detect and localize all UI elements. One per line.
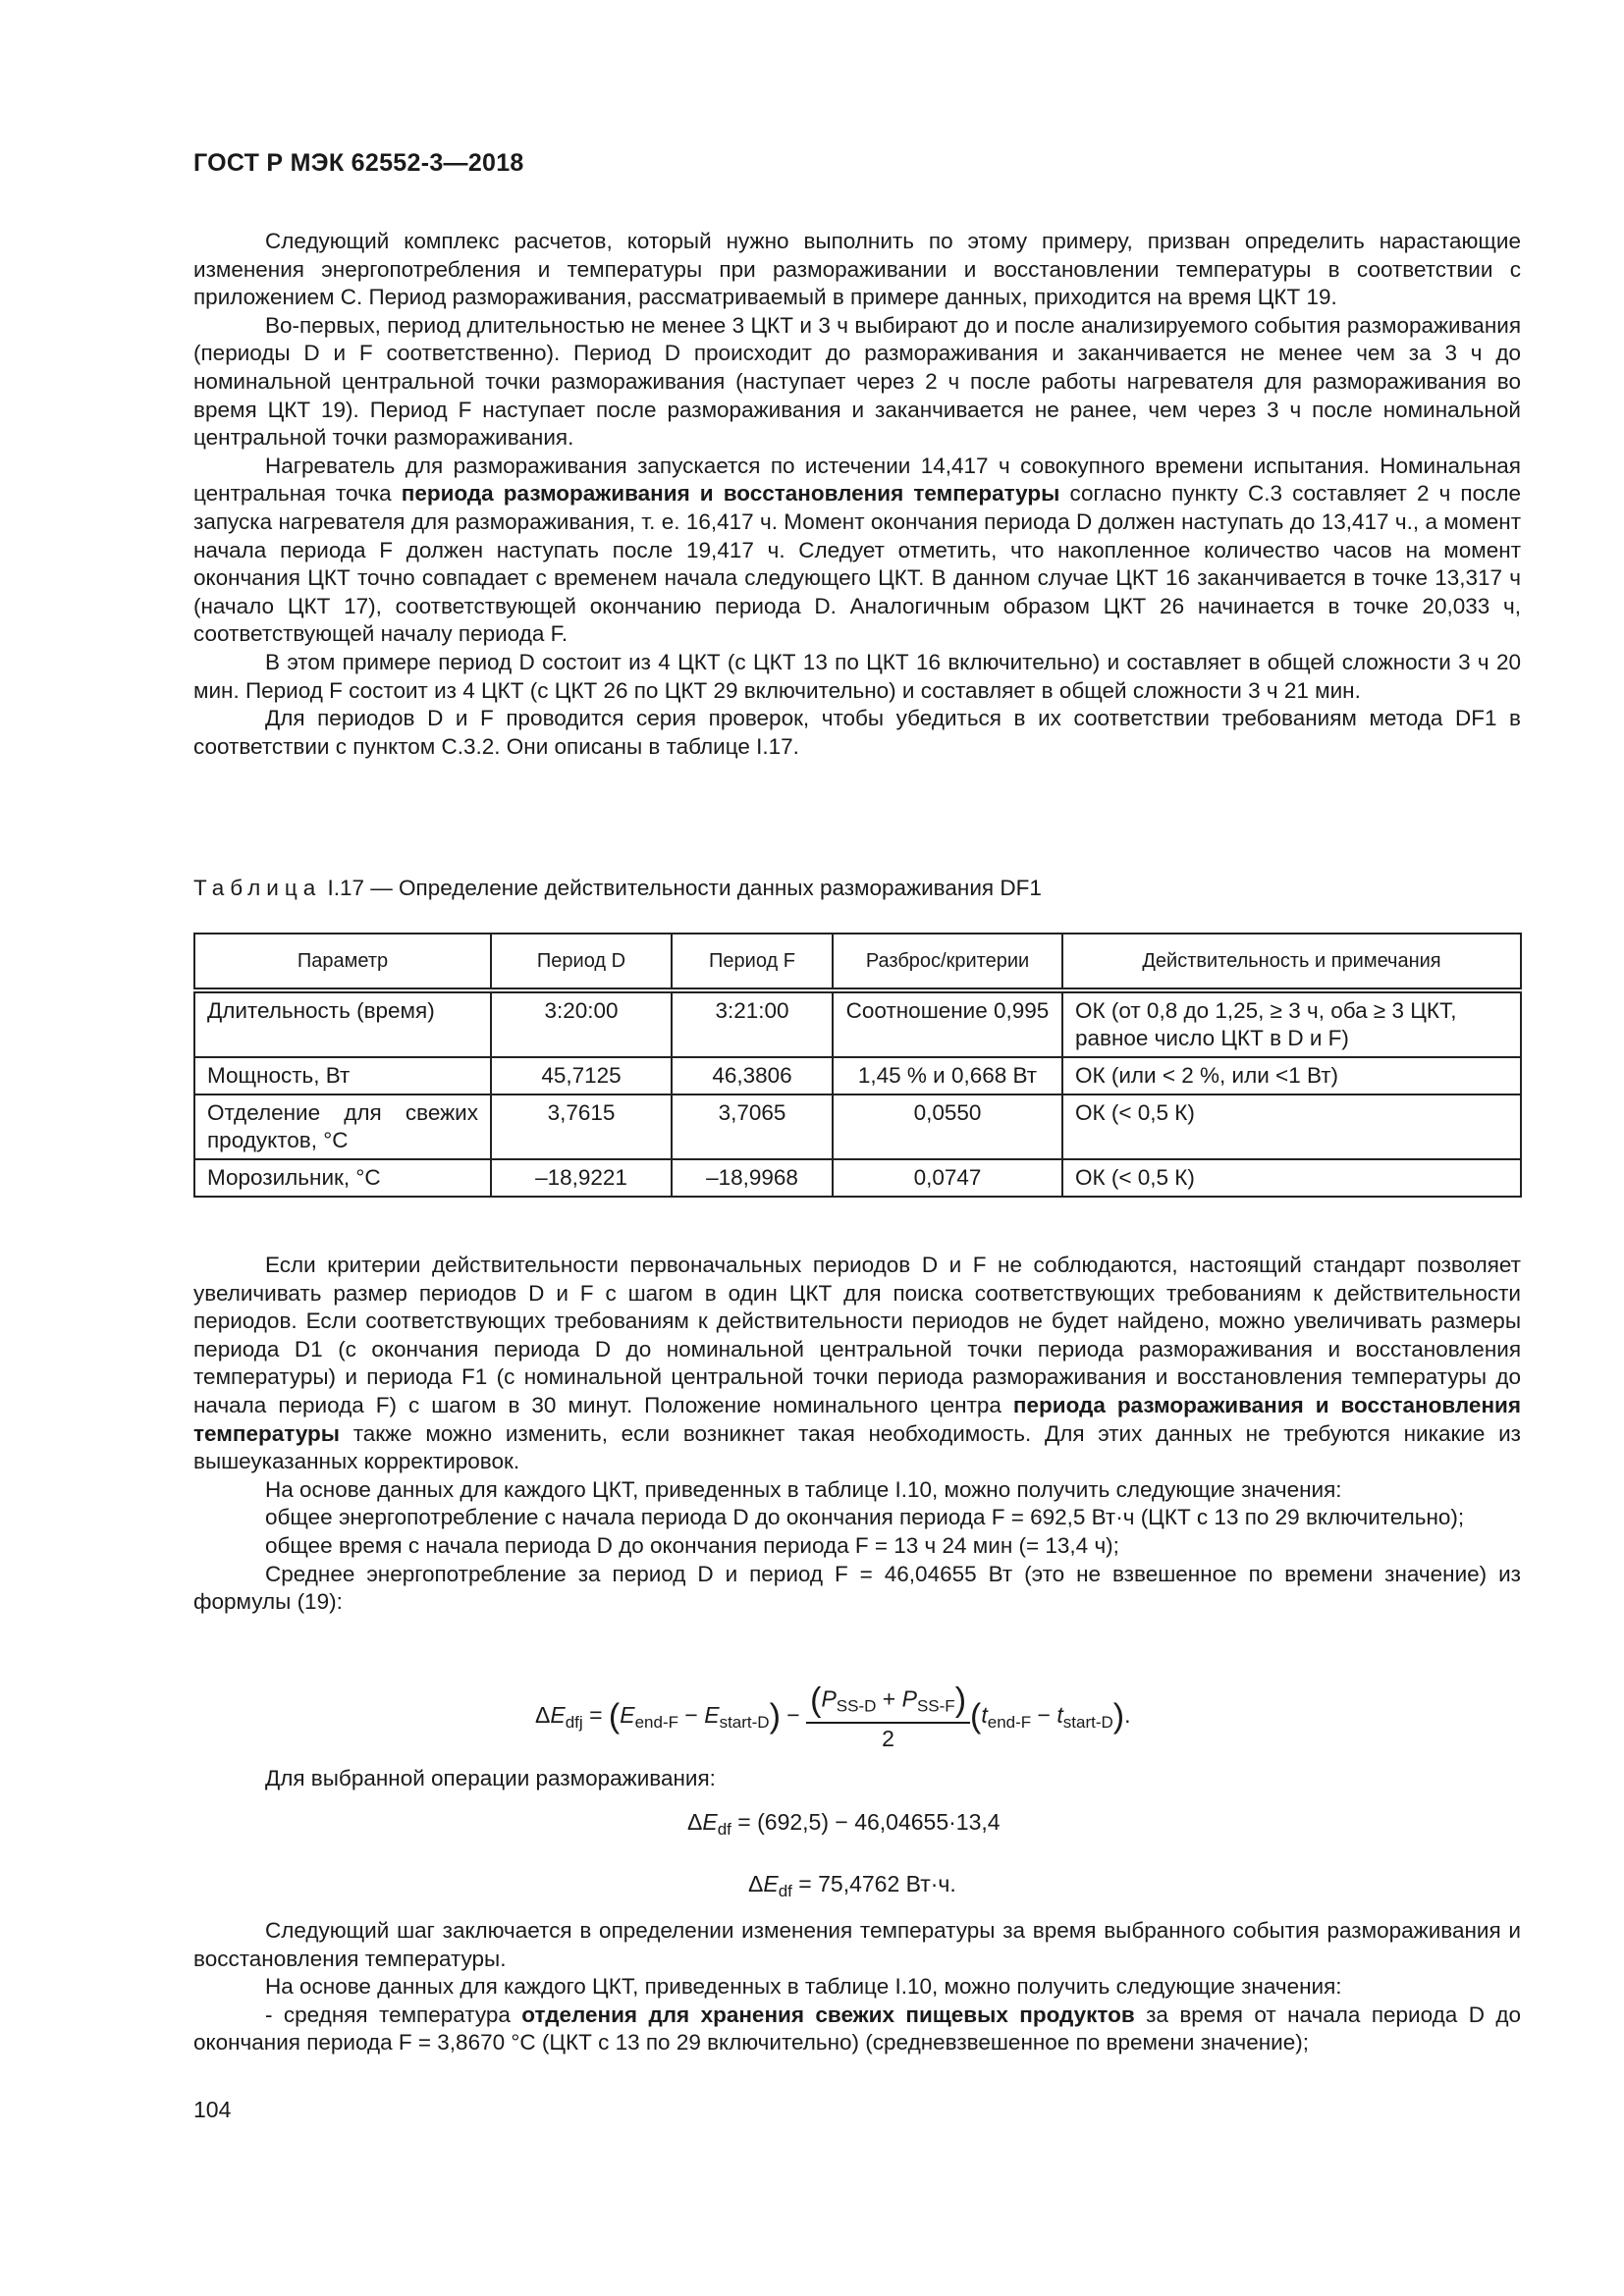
table-cell: Соотношение 0,995 (833, 990, 1062, 1057)
paragraph: В этом примере период D состоит из 4 ЦКТ (с ЦКТ 13 по ЦКТ 16 включительно) и составляет в общей сложности 3 ч 20 мин. Период F состоит из 4 ЦКТ (с ЦКТ 26 по ЦКТ 29 включительно) и составляет в общей сложности 3 ч 21 мин. (193, 649, 1521, 703)
table-cell: 0,0550 (833, 1095, 1062, 1159)
table-cell: ОК (или < 2 %, или <1 Вт) (1062, 1057, 1521, 1095)
paragraph: Для периодов D и F проводится серия проверок, чтобы убедиться в их соответствии требованиям метода DF1 в соответствии с пунктом С.3.2. Они описаны в таблице I.17. (193, 706, 1521, 759)
paragraph: Во-первых, период длительностью не менее 3 ЦКТ и 3 ч выбирают до и после анализируемого события размораживания (периоды D и F соответственно). Период D происходит до размораживания и заканчивается не менее чем за 3 ч до номинальной центральной точки размораживания (наступает через 2 ч после работы нагревателя для размораживания во время ЦКТ 19). Период F наступает после размораживания и заканчивается не ранее, чем через 3 ч после номинальной центральной точки размораживания. (193, 312, 1521, 451)
table-cell: 3,7615 (491, 1095, 672, 1159)
table-cell: 3:20:00 (491, 990, 672, 1057)
table-row (194, 1095, 1521, 1159)
intro-text (193, 228, 1521, 761)
table-cell: Морозильник, °С (194, 1159, 491, 1197)
table-cell: 3,7065 (672, 1095, 833, 1159)
paragraph: На основе данных для каждого ЦКТ, приведенных в таблице I.10, можно получить следующие значения: (265, 1974, 1342, 2000)
body-text (193, 1252, 1521, 1617)
table-cell: Отделение для свежих продуктов, °С (194, 1095, 491, 1159)
page-number: 104 (193, 2097, 232, 2122)
paragraph: - средняя температура отделения для хранения свежих пищевых продуктов за время от начала периода D до окончания периода F = 3,8670 °С (ЦКТ с 13 по 29 включительно) (средневзвешенное по времени значение); (193, 2002, 1521, 2056)
formula-calc-2: $\Delta E_{df} = 75,4762$ Вт·ч. (748, 1871, 956, 1900)
validity-table (193, 933, 1522, 1198)
column-header: Параметр (194, 934, 491, 990)
table-cell: 3:21:00 (672, 990, 833, 1057)
body-text-3 (193, 1917, 1521, 2057)
table-cell: ОК (от 0,8 до 1,25, ≥ 3 ч, оба ≥ 3 ЦКТ, равное число ЦКТ в D и F) (1062, 990, 1521, 1057)
paragraph: Для выбранной операции размораживания: (265, 1766, 716, 1790)
table-cell: ОК (< 0,5 К) (1062, 1159, 1521, 1197)
paragraph: На основе данных для каждого ЦКТ, приведенных в таблице I.10, можно получить следующие значения: (265, 1476, 1342, 1502)
formula-calc-1: $\Delta E_{df} = (692,5) - 46,04655\cdot 13,4$ (687, 1809, 1001, 1839)
column-header: Период D (491, 934, 672, 990)
table-cell: ОК (< 0,5 К) (1062, 1095, 1521, 1159)
table-cell: 0,0747 (833, 1159, 1062, 1197)
table-cell: 1,45 % и 0,668 Вт (833, 1057, 1062, 1095)
column-header: Действительность и примечания (1062, 934, 1521, 990)
table-row (194, 990, 1521, 1057)
paragraph: Нагреватель для размораживания запускается по истечении 14,417 ч совокупного времени испытания. Номинальная центральная точка периода размораживания и восстановления температуры согласно пункту С.3 составляет 2 ч после запуска нагревателя для размораживания, т. е. 16,417 ч. Момент окончания периода D должен наступать до 13,417 ч., а момент начала периода F должен наступать после 19,417 ч. Следует отметить, что накопленное количество часов на момент окончания ЦКТ точно совпадает с временем начала следующего ЦКТ. В данном случае ЦКТ 16 заканчивается в точке 13,317 ч (начало ЦКТ 17), соответствующей окончанию периода D. Аналогичным образом ЦКТ 26 начинается в точке 20,033 ч, соответствующей началу периода F. (193, 453, 1521, 647)
table-cell: Длительность (время) (194, 990, 491, 1057)
table-caption: Таблица I.17 — Определение действительности данных размораживания DF1 (193, 876, 1042, 900)
paragraph: общее время с начала периода D до окончания периода F = 13 ч 24 мин (= 13,4 ч); (265, 1532, 1119, 1558)
paragraph: общее энергопотребление с начала периода D до окончания периода F = 692,5 Вт·ч (ЦКТ с 13 по 29 включительно); (265, 1505, 1465, 1530)
table-cell: 45,7125 (491, 1057, 672, 1095)
table-cell: Мощность, Вт (194, 1057, 491, 1095)
table-cell: –18,9968 (672, 1159, 833, 1197)
formula-19: $\Delta E_{dfj} = (E_{end-F} - E_{start-D})$ − $\frac{(P_{SS-D} + P_{SS-F})}{2}$ $(t_{end-F} - t_{start-D})$. (535, 1682, 1131, 1751)
paragraph: Среднее энергопотребление за период D и период F = 46,04655 Вт (это не взвешенное по времени значение) из формулы (19): (193, 1561, 1521, 1615)
document-header: ГОСТ Р МЭК 62552-3—2018 (193, 149, 524, 177)
table-row (194, 1057, 1521, 1095)
column-header: Разброс/критерии (833, 934, 1062, 990)
table-row (194, 1159, 1521, 1197)
paragraph: Если критерии действительности первоначальных периодов D и F не соблюдаются, настоящий стандарт позволяет увеличивать размер периодов D и F с шагом в один ЦКТ для поиска соответствующих требованиям к действительности периодов. Если соответствующих требованиям к действительности периодов не будет найдено, можно увеличивать размеры периода D1 (с окончания периода D до номинальной центральной точки периода размораживания и восстановления температуры) и периода F1 (с номинальной центральной точки периода размораживания и восстановления температуры до начала периода F) с шагом в 30 минут. Положение номинального центра периода размораживания и восстановления температуры также можно изменить, если возникнет такая необходимость. Для этих данных не требуются никакие из вышеуказанных корректировок. (193, 1253, 1521, 1474)
paragraph: Следующий комплекс расчетов, который нужно выполнить по этому примеру, призван определить нарастающие изменения энергопотребления и температуры при размораживании и восстановлении температуры в соответствии с приложением С. Период размораживания, рассматриваемый в примере данных, приходится на время ЦКТ 19. (193, 229, 1521, 310)
table-header-row (194, 934, 1521, 990)
table-cell: 46,3806 (672, 1057, 833, 1095)
table-cell: –18,9221 (491, 1159, 672, 1197)
body-text-2 (193, 1765, 1521, 1793)
paragraph: Следующий шаг заключается в определении изменения температуры за время выбранного события размораживания и восстановления температуры. (193, 1918, 1521, 1971)
column-header: Период F (672, 934, 833, 990)
